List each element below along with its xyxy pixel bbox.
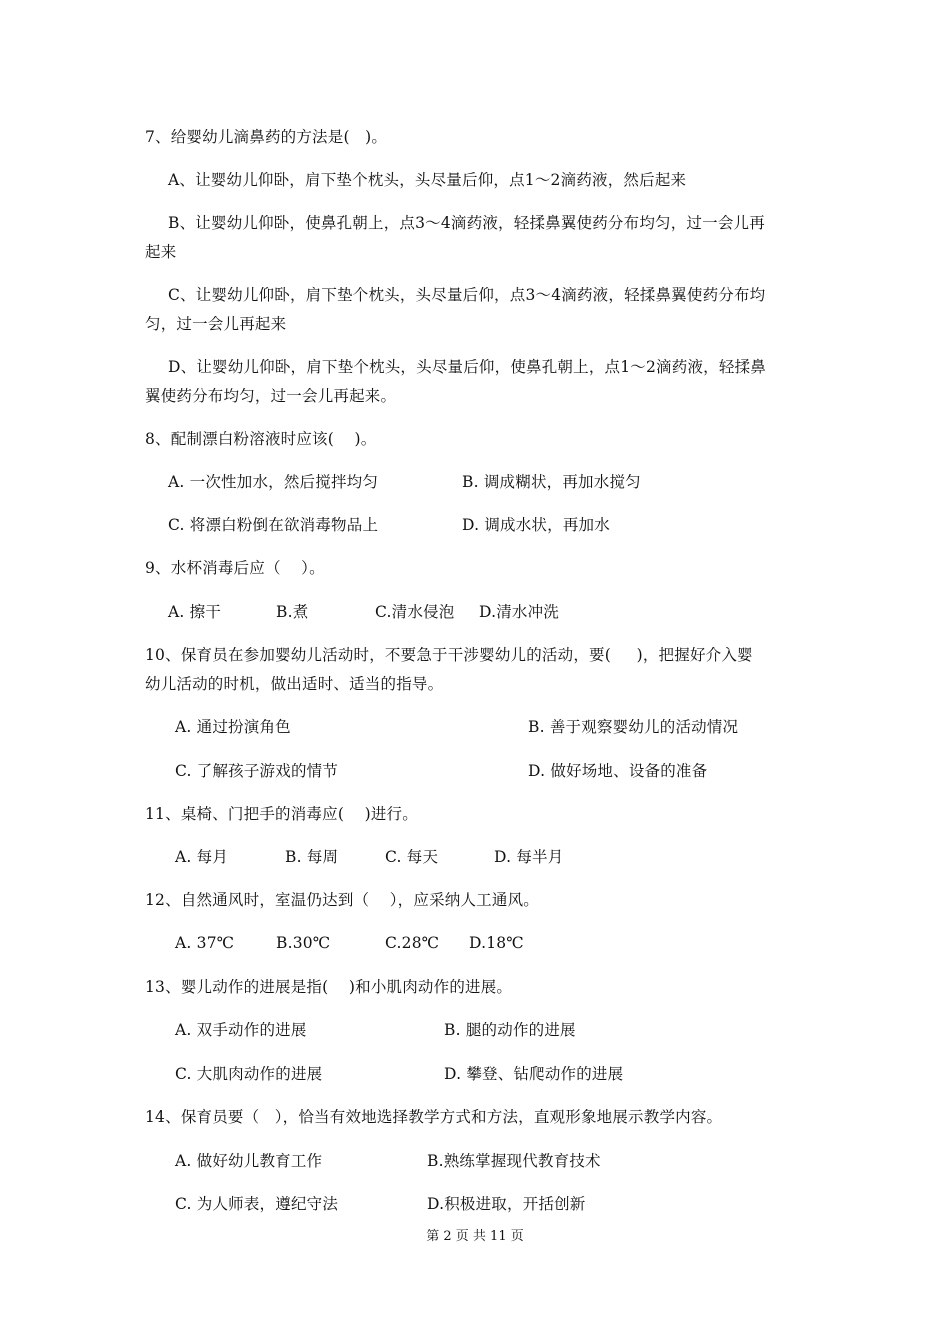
question-7-option-b: B、让婴幼儿仰卧，使鼻孔朝上，点3～4滴药液，轻揉鼻翼使药分布均匀，过一会儿再: [168, 214, 765, 232]
question-10-option-b: B. 善于观察婴幼儿的活动情况: [528, 718, 739, 736]
question-9-stem: 9、水杯消毒后应（ ）。: [145, 559, 325, 577]
question-9-option-a: A. 擦干: [168, 603, 222, 621]
question-9-option-c: C.清水侵泡: [375, 603, 455, 621]
page-number-footer: 第 2 页 共 11 页: [426, 1229, 524, 1244]
question-13-option-d: D. 攀登、钻爬动作的进展: [444, 1065, 624, 1083]
question-9-option-b: B.煮: [276, 603, 309, 621]
question-10-option-c: C. 了解孩子游戏的情节: [175, 762, 339, 780]
question-12-option-c: C.28℃: [385, 934, 440, 952]
question-8-option-a: A. 一次性加水，然后搅拌均匀: [168, 473, 379, 491]
question-11-option-a: A. 每月: [175, 848, 229, 866]
question-8-stem: 8、配制漂白粉溶液时应该( )。: [145, 430, 377, 448]
question-7-option-c: C、让婴幼儿仰卧，肩下垫个枕头，头尽量后仰，点3～4滴药液，轻揉鼻翼使药分布均: [168, 286, 766, 304]
question-12-stem: 12、自然通风时，室温仍达到（ ），应采纳人工通风。: [145, 891, 539, 909]
question-10-option-a: A. 通过扮演角色: [175, 718, 291, 736]
question-10-stem: 10、保育员在参加婴幼儿活动时，不要急于干涉婴幼儿的活动，要( )，把握好介入婴: [145, 646, 753, 664]
question-11-option-b: B. 每周: [285, 848, 339, 866]
question-10-stem-cont: 幼儿活动的时机，做出适时、适当的指导。: [145, 675, 444, 693]
question-12-option-d: D.18℃: [469, 934, 524, 952]
question-9-option-d: D.清水冲洗: [479, 603, 560, 621]
question-7-option-d-cont: 翼使药分布均匀，过一会儿再起来。: [145, 387, 397, 405]
question-14-option-a: A. 做好幼儿教育工作: [175, 1152, 323, 1170]
question-14-option-c: C. 为人师表，遵纪守法: [175, 1195, 339, 1213]
question-7-stem: 7、给婴幼儿滴鼻药的方法是( )。: [145, 128, 388, 146]
question-7-option-d: D、让婴幼儿仰卧，肩下垫个枕头，头尽量后仰，使鼻孔朝上，点1～2滴药液，轻揉鼻: [168, 358, 766, 376]
question-7-option-c-cont: 匀，过一会儿再起来: [145, 315, 287, 333]
question-8-option-b: B. 调成糊状，再加水搅匀: [462, 473, 641, 491]
question-8-option-c: C. 将漂白粉倒在欲消毒物品上: [168, 516, 379, 534]
question-10-option-d: D. 做好场地、设备的准备: [528, 762, 708, 780]
question-11-option-c: C. 每天: [385, 848, 439, 866]
question-13-option-c: C. 大肌肉动作的进展: [175, 1065, 323, 1083]
question-7-option-b-cont: 起来: [145, 243, 177, 261]
question-12-option-b: B.30℃: [276, 934, 331, 952]
question-11-stem: 11、桌椅、门把手的消毒应( )进行。: [145, 805, 418, 823]
question-13-option-b: B. 腿的动作的进展: [444, 1021, 576, 1039]
question-13-option-a: A. 双手动作的进展: [175, 1021, 307, 1039]
question-13-stem: 13、婴儿动作的进展是指( )和小肌肉动作的进展。: [145, 978, 513, 996]
question-12-option-a: A. 37℃: [175, 934, 235, 952]
question-14-option-d: D.积极进取，开括创新: [427, 1195, 586, 1213]
question-8-option-d: D. 调成水状，再加水: [462, 516, 610, 534]
question-7-option-a: A、让婴幼儿仰卧，肩下垫个枕头，头尽量后仰，点1～2滴药液，然后起来: [168, 171, 687, 189]
question-11-option-d: D. 每半月: [494, 848, 564, 866]
question-14-stem: 14、保育员要（ ），恰当有效地选择教学方式和方法，直观形象地展示教学内容。: [145, 1108, 723, 1126]
question-14-option-b: B.熟练掌握现代教育技术: [427, 1152, 601, 1170]
